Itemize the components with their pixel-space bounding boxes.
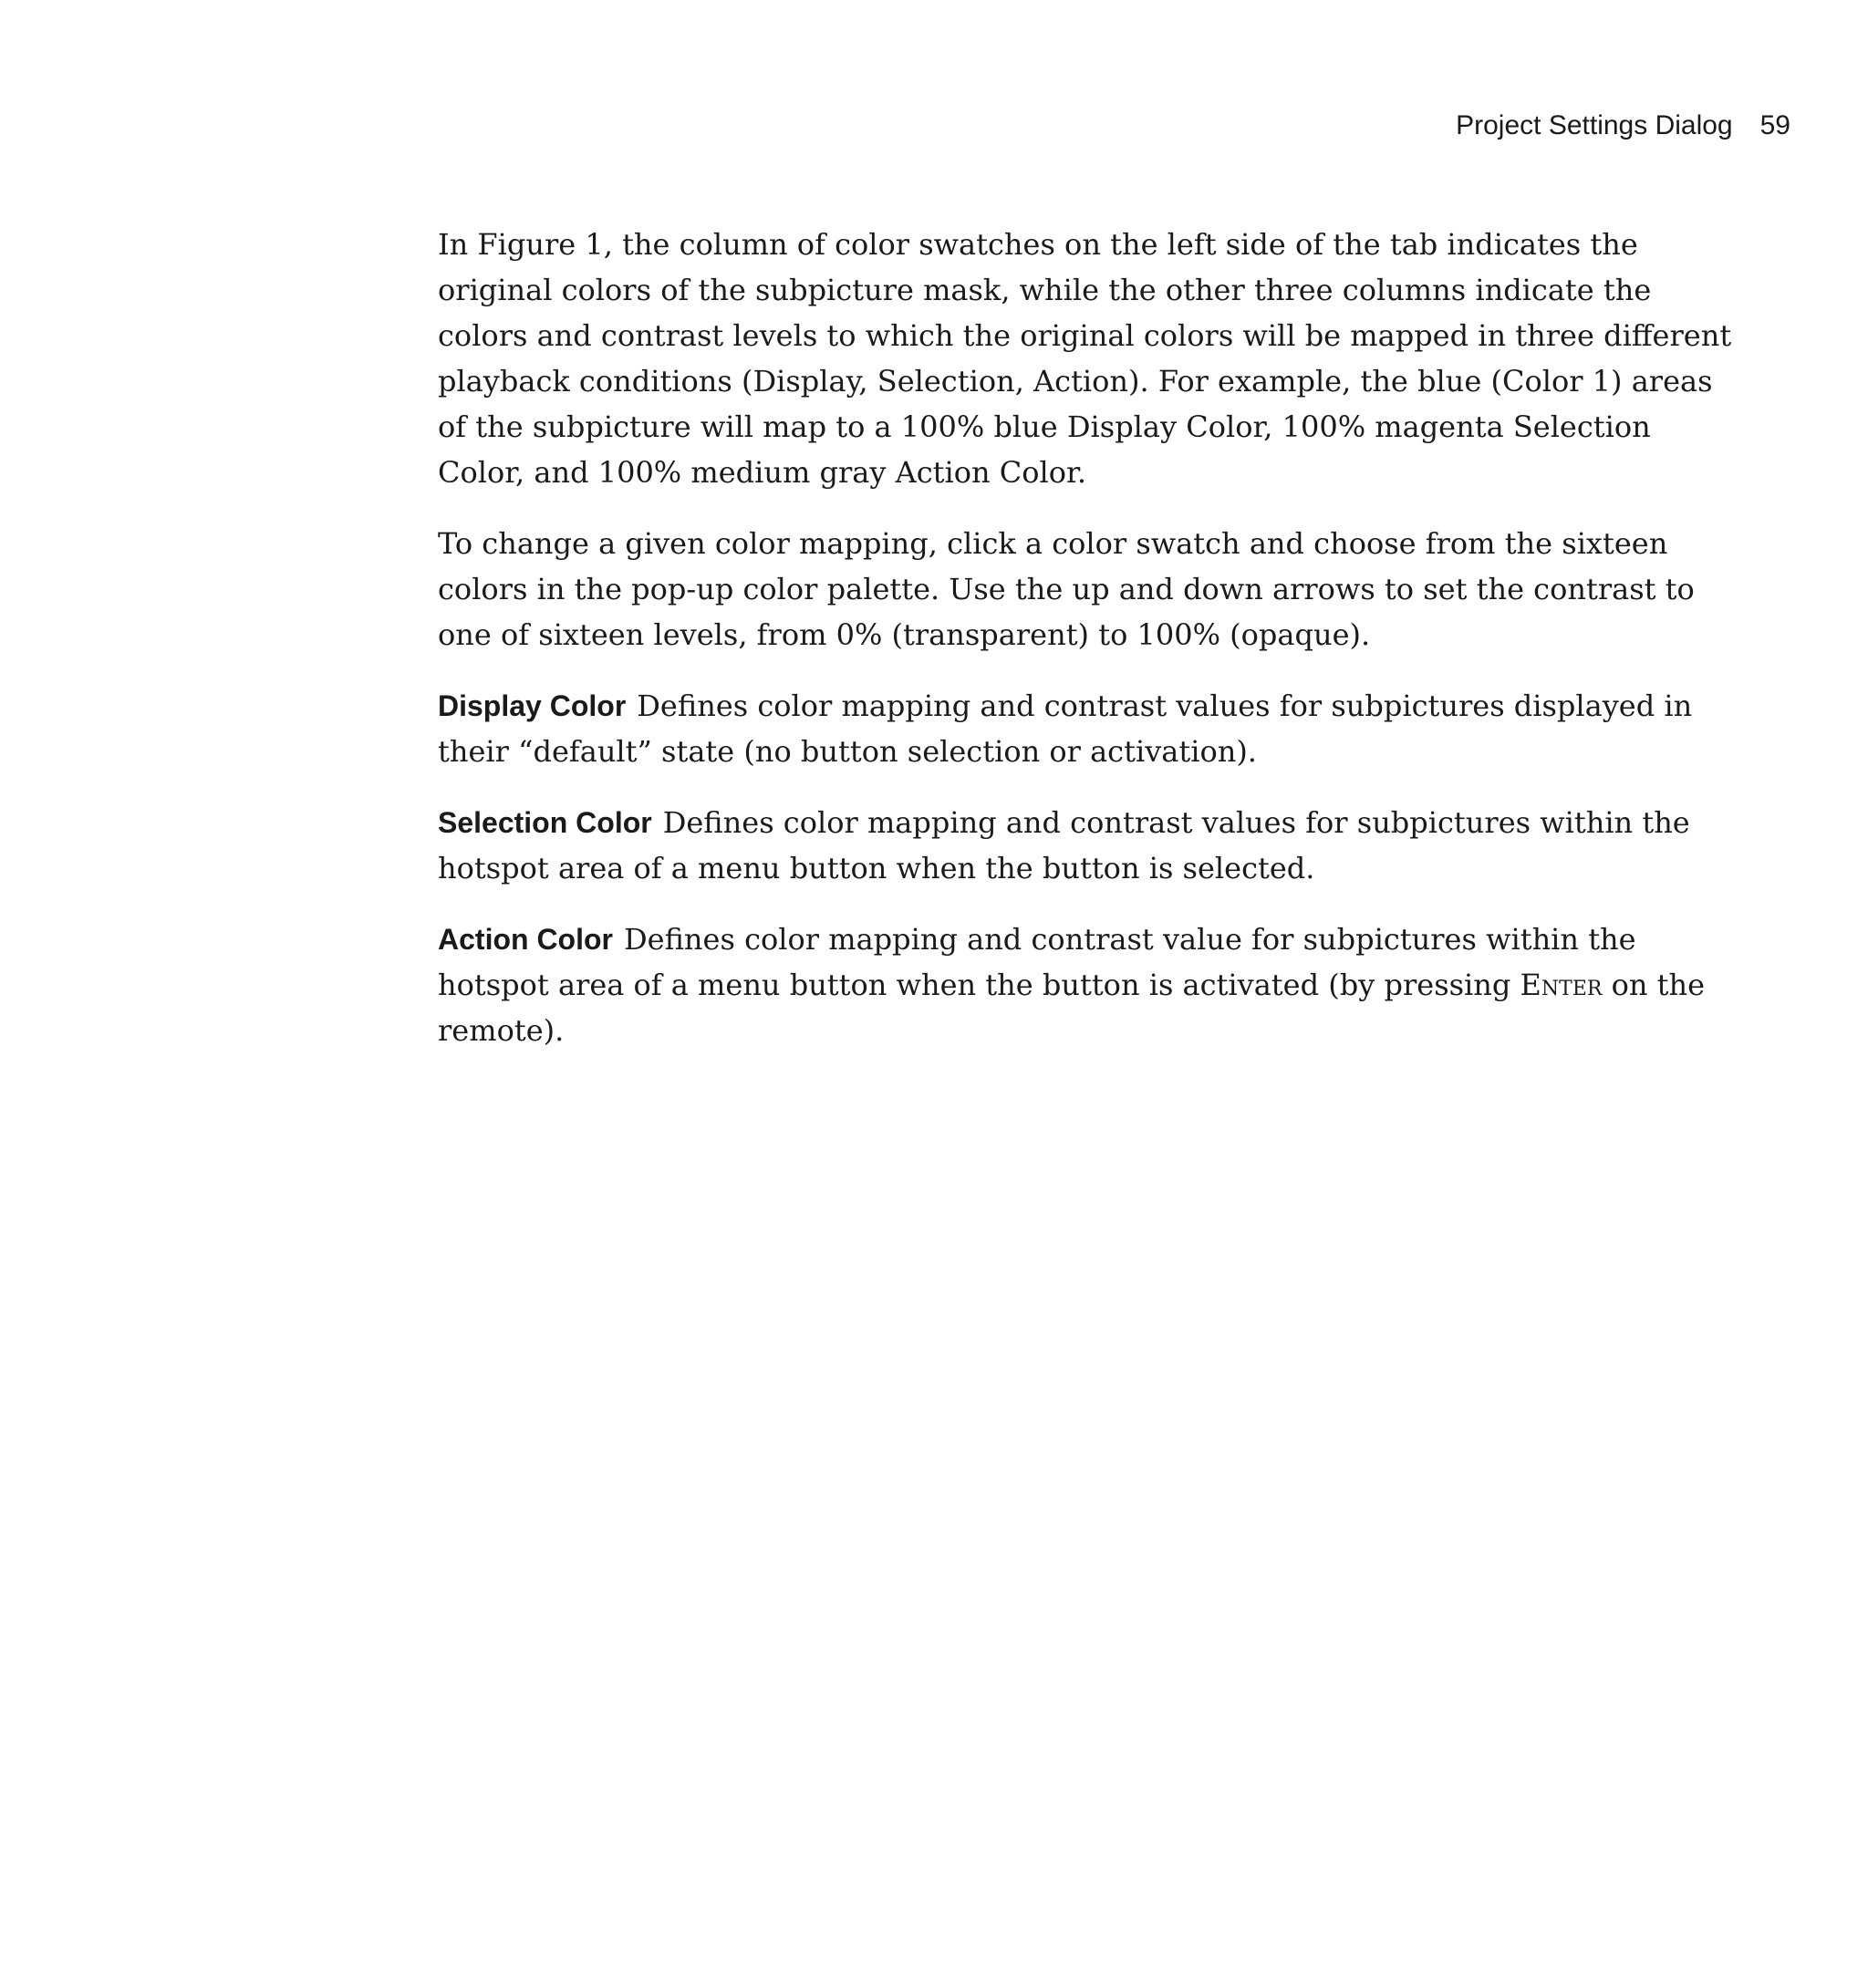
definition-text: Defines color mapping and contrast values for subpictures displayed in their “default” state (no button selection or activation).: [438, 689, 1693, 769]
definition-term: Selection Color: [438, 806, 652, 839]
body-paragraph: To change a given color mapping, click a color swatch and choose from the sixteen colors in the pop-up color palette. Use the up and down arrows to set the contrast to one of sixteen levels, from 0% (transparent) to 100% (opaque).: [438, 526, 1695, 652]
definition-text: on the remote).: [438, 968, 1706, 1048]
page-body: [438, 222, 1738, 1079]
definition-term: Display Color: [438, 689, 627, 722]
section-title: Project Settings Dialog: [1456, 110, 1733, 140]
key-name: Enter: [1520, 968, 1603, 1002]
page-number: 59: [1759, 110, 1790, 140]
definition-text: Defines color mapping and contrast values for subpictures within the hotspot area of a menu button when the button is selected.: [438, 805, 1690, 885]
definition-text: Defines color mapping and contrast value for subpictures within the hotspot area of a menu button when the button is activated (by pressing: [438, 922, 1636, 1002]
running-header: [1456, 109, 1790, 142]
body-paragraph: In Figure 1, the column of color swatches on the left side of the tab indicates the original colors of the subpicture mask, while the other three columns indicate the colors and contrast levels to which the original colors will be mapped in three different playback conditions (Display, Selection, Action). For example, the blue (Color 1) areas of the subpicture will map to a 100% blue Display Color, 100% magenta Selection Color, and 100% medium gray Action Color.: [438, 227, 1732, 490]
definition-term: Action Color: [438, 923, 613, 956]
definition-action-color: [438, 916, 1738, 1053]
definition-selection-color: [438, 800, 1738, 891]
definition-display-color: [438, 683, 1738, 774]
